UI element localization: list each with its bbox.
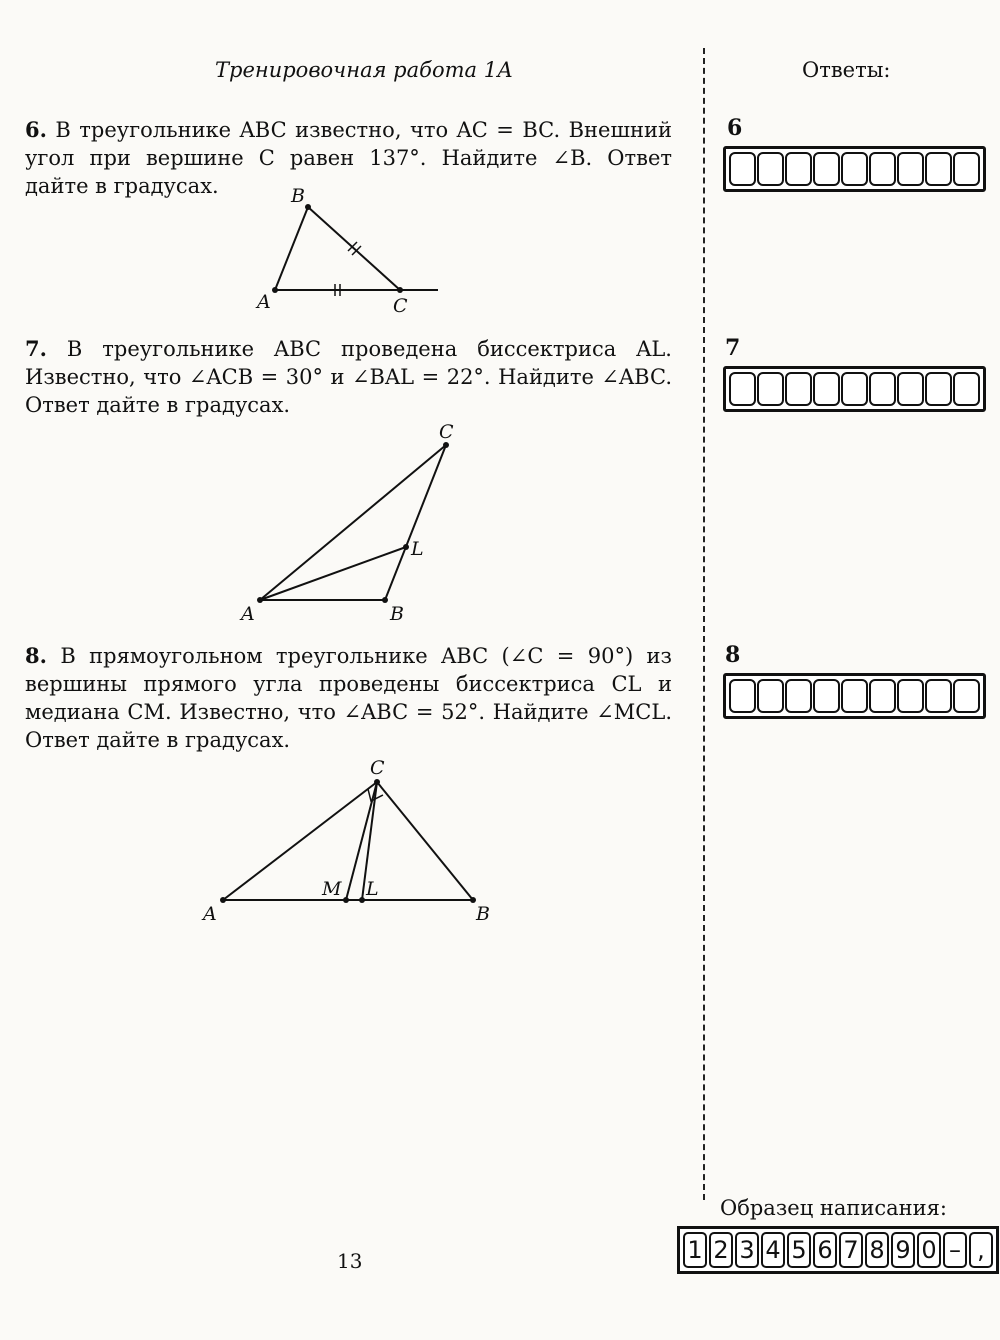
sample-char: – — [943, 1232, 967, 1268]
point-l — [403, 544, 409, 550]
answer-cell[interactable] — [813, 372, 840, 406]
label-b: B — [390, 603, 404, 625]
label-c: C — [393, 295, 408, 317]
vertex-a — [272, 287, 278, 293]
answer-cell[interactable] — [841, 152, 868, 186]
sample-char: 8 — [865, 1232, 889, 1268]
page-number: 13 — [337, 1249, 363, 1273]
problem-8 — [25, 642, 672, 754]
label-a: A — [241, 603, 255, 625]
sample-char: 6 — [813, 1232, 837, 1268]
answer-cell[interactable] — [729, 372, 756, 406]
dashed-divider — [703, 48, 705, 1200]
answer-cell[interactable] — [953, 372, 980, 406]
label-b: B — [476, 903, 490, 925]
vertex-a — [257, 597, 263, 603]
label-a: A — [203, 903, 217, 925]
answer-boxes-8[interactable] — [723, 673, 986, 719]
answer-boxes-7[interactable] — [723, 366, 986, 412]
answer-label-6: 6 — [727, 115, 743, 141]
answer-label-7: 7 — [725, 335, 741, 361]
vertex-c — [397, 287, 403, 293]
problem-number: 7. — [25, 336, 47, 361]
answer-cell[interactable] — [869, 372, 896, 406]
answer-cell[interactable] — [869, 152, 896, 186]
sample-char: 0 — [917, 1232, 941, 1268]
answer-cell[interactable] — [813, 679, 840, 713]
answer-cell[interactable] — [953, 679, 980, 713]
label-c: C — [439, 421, 454, 443]
answer-cell[interactable] — [925, 372, 952, 406]
problem-number: 8. — [25, 643, 47, 668]
vertex-a — [220, 897, 226, 903]
answer-cell[interactable] — [757, 679, 784, 713]
answer-cell[interactable] — [897, 372, 924, 406]
problem-text: В треугольнике ABC известно, что AC = BC. Внешний угол при вершине C равен 137°. Найдите ∠B. Ответ дайте в градусах. — [25, 118, 672, 198]
answer-cell[interactable] — [757, 372, 784, 406]
label-l: L — [366, 878, 379, 900]
problem-number: 6. — [25, 117, 47, 142]
sample-digits — [677, 1226, 999, 1274]
answer-boxes-6[interactable] — [723, 146, 986, 192]
sample-char: 9 — [891, 1232, 915, 1268]
problem-7 — [25, 335, 672, 419]
label-b: B — [291, 185, 305, 207]
problem-text: В треугольнике ABC проведена биссектриса AL. Известно, что ∠ACB = 30° и ∠BAL = 22°. Найдите ∠ABC. Ответ дайте в градусах. — [25, 337, 672, 417]
label-m: M — [322, 878, 342, 900]
sample-char: , — [969, 1232, 993, 1268]
figure-problem-8 — [195, 755, 505, 935]
vertex-c — [374, 779, 380, 785]
sample-char: 3 — [735, 1232, 759, 1268]
figure-problem-6 — [240, 180, 450, 320]
problem-text: В прямоугольном треугольнике ABC (∠C = 90°) из вершины прямого угла проведены биссектриса CL и медиана CM. Известно, что ∠ABC = 52°. Найдите ∠MCL. Ответ дайте в градусах. — [25, 644, 672, 752]
sample-title: Образец написания: — [720, 1196, 947, 1220]
sample-char: 7 — [839, 1232, 863, 1268]
answer-cell[interactable] — [785, 152, 812, 186]
worksheet-title: Тренировочная работа 1А — [215, 58, 513, 82]
point-m — [343, 897, 349, 903]
answer-cell[interactable] — [925, 152, 952, 186]
answers-column-title: Ответы: — [802, 58, 891, 82]
answer-cell[interactable] — [953, 152, 980, 186]
answer-cell[interactable] — [897, 152, 924, 186]
answer-cell[interactable] — [897, 679, 924, 713]
answer-cell[interactable] — [757, 152, 784, 186]
label-c: C — [370, 757, 385, 779]
answer-cell[interactable] — [841, 679, 868, 713]
sample-char: 1 — [683, 1232, 707, 1268]
answer-cell[interactable] — [869, 679, 896, 713]
answer-cell[interactable] — [925, 679, 952, 713]
answer-cell[interactable] — [813, 152, 840, 186]
figure-problem-7 — [230, 420, 470, 630]
sample-char: 4 — [761, 1232, 785, 1268]
vertex-b — [305, 204, 311, 210]
answer-label-8: 8 — [725, 642, 741, 668]
sample-char: 2 — [709, 1232, 733, 1268]
label-a: A — [257, 291, 271, 313]
label-l: L — [411, 538, 424, 560]
answer-cell[interactable] — [729, 152, 756, 186]
answer-cell[interactable] — [785, 372, 812, 406]
answer-cell[interactable] — [841, 372, 868, 406]
vertex-b — [382, 597, 388, 603]
answer-cell[interactable] — [729, 679, 756, 713]
answer-cell[interactable] — [785, 679, 812, 713]
sample-char: 5 — [787, 1232, 811, 1268]
point-l — [359, 897, 365, 903]
